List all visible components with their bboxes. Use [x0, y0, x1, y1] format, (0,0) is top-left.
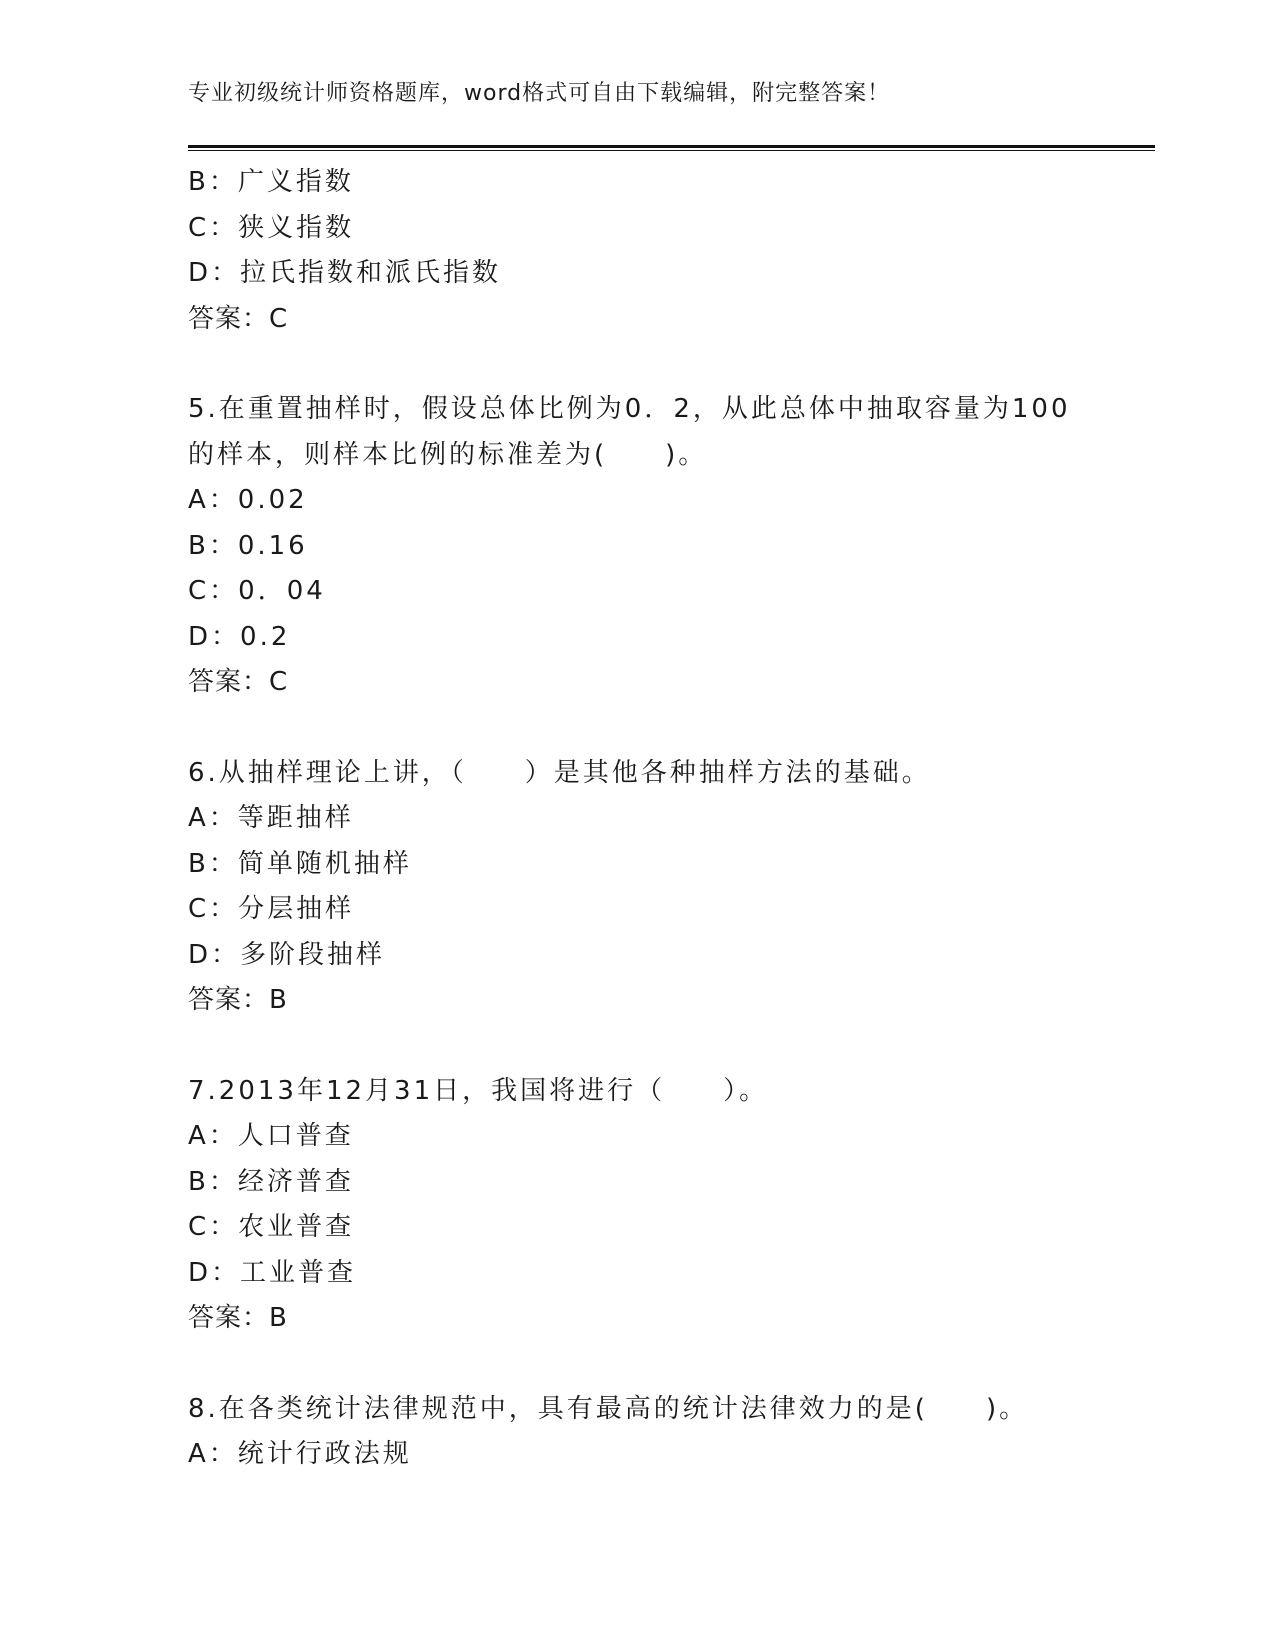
- answer-line: 答案：B: [188, 985, 288, 1015]
- option-a: A：等距抽样: [188, 803, 354, 833]
- option-c: C：0．04: [188, 576, 326, 606]
- option-a: A：0.02: [188, 485, 308, 515]
- question-content: [188, 160, 1148, 1478]
- option-c: C：狭义指数: [188, 212, 355, 243]
- header-rule-thin: [188, 150, 1155, 151]
- option-d: D：0.2: [188, 621, 291, 652]
- header-rule: [188, 145, 1155, 148]
- option-b: B：经济普查: [188, 1166, 354, 1197]
- option-b: B：简单随机抽样: [188, 848, 412, 879]
- page-header: 专业初级统计师资格题库，word格式可自由下载编辑，附完整答案！: [188, 81, 891, 106]
- option-c: C：农业普查: [188, 1212, 355, 1242]
- question-stem-continued: 的样本，则样本比例的标准差为( )。: [188, 439, 708, 470]
- spacer: [188, 706, 1148, 751]
- option-d: D：拉氏指数和派氏指数: [188, 258, 502, 288]
- answer-line: 答案：C: [188, 303, 289, 334]
- option-a: A：统计行政法规: [188, 1439, 412, 1469]
- answer-line: 答案：B: [188, 1303, 288, 1333]
- answer-line: 答案：C: [188, 667, 289, 697]
- option-b: B：0.16: [188, 530, 308, 561]
- option-d: D：多阶段抽样: [188, 939, 386, 970]
- question-stem: 6.从抽样理论上讲，（ ）是其他各种抽样方法的基础。: [188, 757, 931, 788]
- spacer: [188, 342, 1148, 387]
- option-c: C：分层抽样: [188, 894, 355, 924]
- spacer: [188, 1342, 1148, 1387]
- option-b: B：广义指数: [188, 167, 354, 197]
- option-d: D：工业普查: [188, 1257, 357, 1288]
- question-stem: 5.在重置抽样时，假设总体比例为0．2，从此总体中抽取容量为100: [188, 394, 1071, 424]
- question-stem: 7.2013年12月31日，我国将进行（ ）。: [188, 1075, 769, 1106]
- spacer: [188, 1024, 1148, 1069]
- question-stem: 8.在各类统计法律规范中，具有最高的统计法律效力的是( )。: [188, 1393, 1029, 1424]
- option-a: A：人口普查: [188, 1121, 354, 1151]
